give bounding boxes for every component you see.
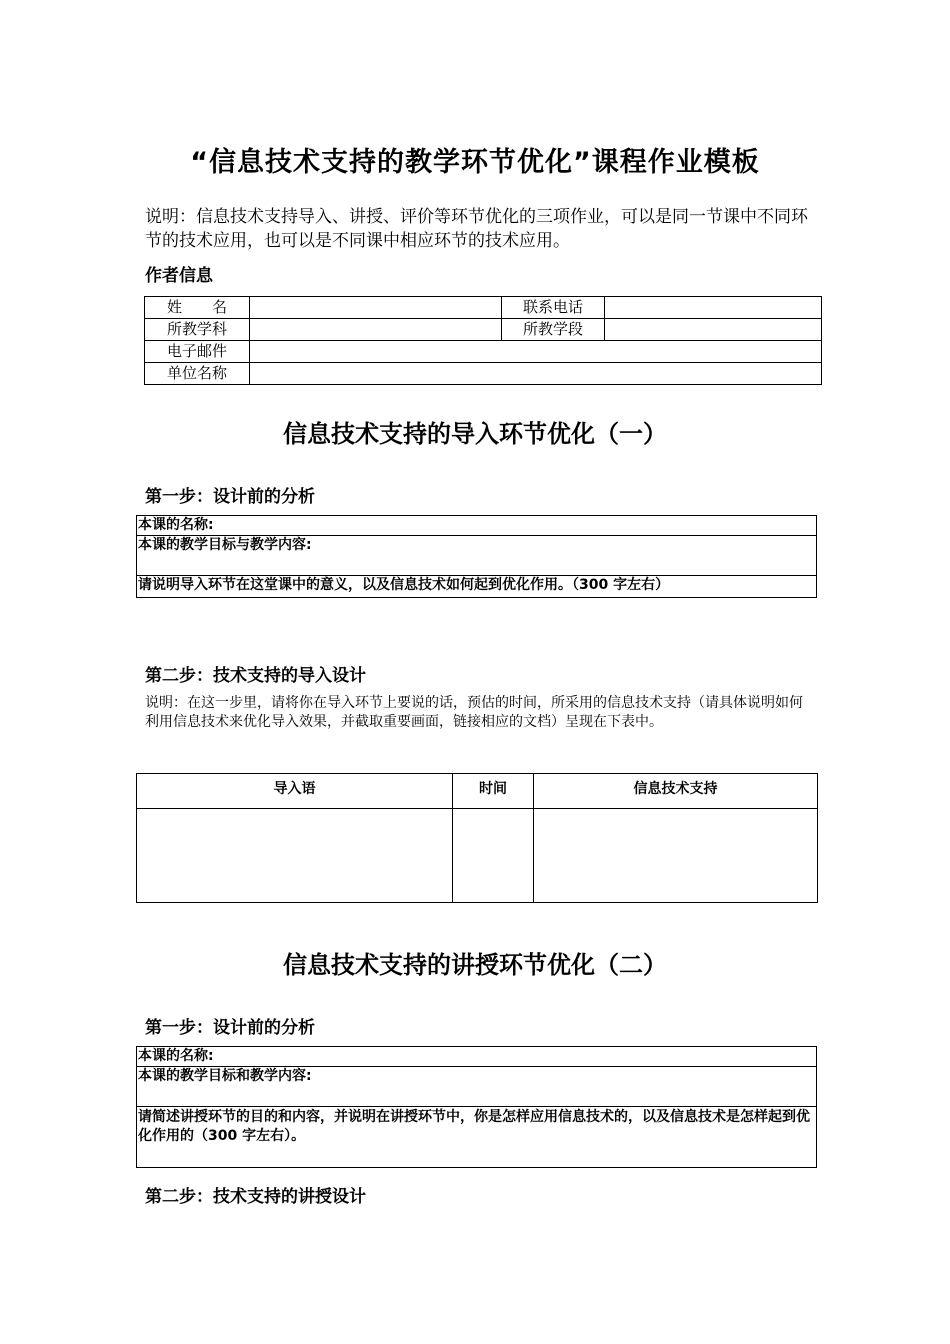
grade-field[interactable] [605,319,822,341]
lesson-name-row[interactable] [137,516,816,536]
grade-label: 所教学段 [502,319,605,341]
lesson-goal-row-2[interactable] [137,1067,816,1107]
section2-step2-heading: 第二步：技术支持的讲授设计 [145,1187,366,1207]
lesson-goal-label-2: 本课的教学目标和教学内容: [138,1068,312,1084]
section1-analysis-box [136,515,817,598]
col-header-tech-support: 信息技术支持 [534,774,818,809]
col-header-time: 时间 [453,774,534,809]
section2-title: 信息技术支持的讲授环节优化（二） [283,951,667,979]
section1-title: 信息技术支持的导入环节优化（一） [283,420,667,448]
intro-meaning-row[interactable] [137,576,816,597]
tech-support-cell[interactable] [534,809,818,903]
unit-label: 单位名称 [145,363,250,385]
intro-text-cell[interactable] [137,809,453,903]
page-title: “信息技术支持的教学环节优化”课程作业模板 [190,147,760,178]
subject-field[interactable] [250,319,502,341]
name-field[interactable] [250,297,502,319]
intro-design-table [136,773,818,903]
lesson-goal-row[interactable] [137,536,816,576]
name-label: 姓 名 [145,297,250,319]
intro-meaning-label: 请说明导入环节在这堂课中的意义，以及信息技术如何起到优化作用。（300 字左右） [138,577,670,593]
section1-step2-heading: 第二步：技术支持的导入设计 [145,666,366,686]
phone-field[interactable] [605,297,822,319]
section1-step2-note: 说明：在这一步里，请将你在导入环节上要说的话，预估的时间，所采用的信息技术支持（请具体说明如何利用信息技术来优化导入效果，并截取重要画面，链接相应的文档）呈现在下表中。 [145,695,803,730]
section1-step1-heading: 第一步：设计前的分析 [145,487,315,507]
subject-label: 所教学科 [145,319,250,341]
lecture-purpose-label: 请简述讲授环节的目的和内容，并说明在讲授环节中，你是怎样应用信息技术的，以及信息技术是怎样起到优化作用的（300 字左右）。 [138,1109,810,1144]
intro-note: 说明：信息技术支持导入、讲授、评价等环节优化的三项作业，可以是同一节课中不同环节的技术应用，也可以是不同课中相应环节的技术应用。 [145,207,808,251]
unit-field[interactable] [250,363,822,385]
author-heading: 作者信息 [145,266,213,286]
section2-analysis-box [136,1046,817,1168]
phone-label: 联系电话 [502,297,605,319]
lecture-purpose-row[interactable] [137,1107,816,1167]
section2-step1-heading: 第一步：设计前的分析 [145,1018,315,1038]
time-cell[interactable] [453,809,534,903]
lesson-name-label-2: 本课的名称: [138,1048,214,1064]
lesson-name-row-2[interactable] [137,1047,816,1067]
lesson-goal-label: 本课的教学目标与教学内容: [138,537,312,553]
col-header-intro-text: 导入语 [137,774,453,809]
email-field[interactable] [250,341,822,363]
author-info-table [144,296,822,385]
lesson-name-label: 本课的名称: [138,517,214,533]
email-label: 电子邮件 [145,341,250,363]
